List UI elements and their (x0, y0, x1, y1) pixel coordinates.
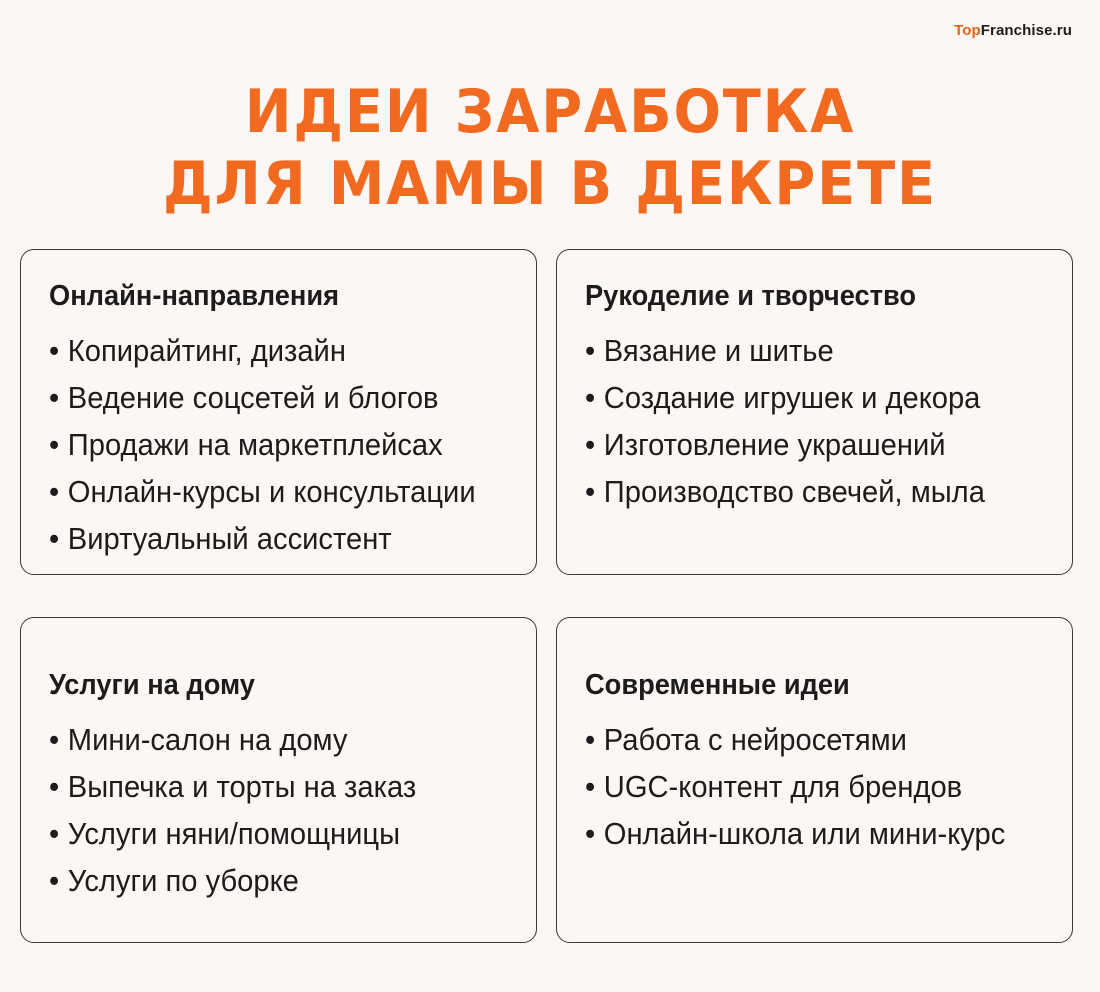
page-title (39, 76, 1062, 220)
list-item-text: Изготовление украшений (603, 427, 946, 462)
card-online (20, 249, 537, 575)
card-heading: Рукоделие и творчество (585, 280, 917, 312)
page-title-line2: ДЛЯ МАМЫ В ДЕКРЕТЕ (163, 149, 937, 219)
card-list (49, 327, 536, 562)
list-item (585, 810, 1043, 857)
list-item (585, 763, 1043, 810)
list-item-text: Мини-салон на дому (67, 722, 348, 757)
bullet: • (585, 474, 596, 509)
bullet: • (585, 769, 596, 804)
list-item (49, 716, 507, 763)
list-item-text: Создание игрушек и декора (603, 380, 981, 415)
list-item (585, 374, 1043, 421)
card-list (585, 716, 1072, 857)
list-item-text: UGC-контент для брендов (603, 769, 963, 804)
list-item (49, 763, 507, 810)
list-item (49, 421, 507, 468)
list-item (49, 810, 507, 857)
card-list (585, 327, 1072, 515)
list-item-text: Работа с нейросетями (603, 722, 907, 757)
card-heading: Современные идеи (585, 669, 850, 701)
list-item (49, 374, 507, 421)
bullet: • (585, 427, 596, 462)
card-heading: Онлайн-направления (49, 280, 340, 312)
list-item (49, 857, 507, 904)
list-item-text: Копирайтинг, дизайн (67, 333, 346, 368)
list-item-text: Производство свечей, мыла (603, 474, 985, 509)
bullet: • (49, 722, 60, 757)
bullet: • (49, 863, 60, 898)
bullet: • (49, 474, 60, 509)
list-item (49, 468, 507, 515)
list-item-text: Вязание и шитье (603, 333, 834, 368)
bullet: • (49, 769, 60, 804)
list-item-text: Онлайн-курсы и консультации (67, 474, 476, 509)
page-title-line1: ИДЕИ ЗАРАБОТКА (244, 77, 856, 147)
list-item-text: Выпечка и торты на заказ (67, 769, 417, 804)
card-heading: Услуги на дому (49, 669, 255, 701)
list-item-text: Онлайн-школа или мини-курс (603, 816, 1006, 851)
bullet: • (49, 380, 60, 415)
list-item-text: Виртуальный ассистент (67, 521, 392, 556)
list-item (49, 515, 507, 562)
list-item-text: Продажи на маркетплейсах (67, 427, 443, 462)
bullet: • (585, 816, 596, 851)
list-item-text: Ведение соцсетей и блогов (67, 380, 439, 415)
bullet: • (49, 333, 60, 368)
brand-logo (954, 22, 1072, 39)
bullet: • (49, 521, 60, 556)
card-home-services (20, 617, 537, 943)
card-crafts (556, 249, 1073, 575)
card-modern-ideas (556, 617, 1073, 943)
list-item (49, 327, 507, 374)
brand-logo-part2: Franchise.ru (980, 22, 1072, 39)
list-item (585, 468, 1043, 515)
bullet: • (585, 722, 596, 757)
list-item (585, 327, 1043, 374)
brand-logo-part1: Top (954, 22, 981, 39)
bullet: • (585, 380, 596, 415)
list-item (585, 716, 1043, 763)
list-item (585, 421, 1043, 468)
card-list (49, 716, 536, 904)
list-item-text: Услуги няни/помощницы (67, 816, 401, 851)
bullet: • (585, 333, 596, 368)
list-item-text: Услуги по уборке (67, 863, 299, 898)
bullet: • (49, 427, 60, 462)
bullet: • (49, 816, 60, 851)
